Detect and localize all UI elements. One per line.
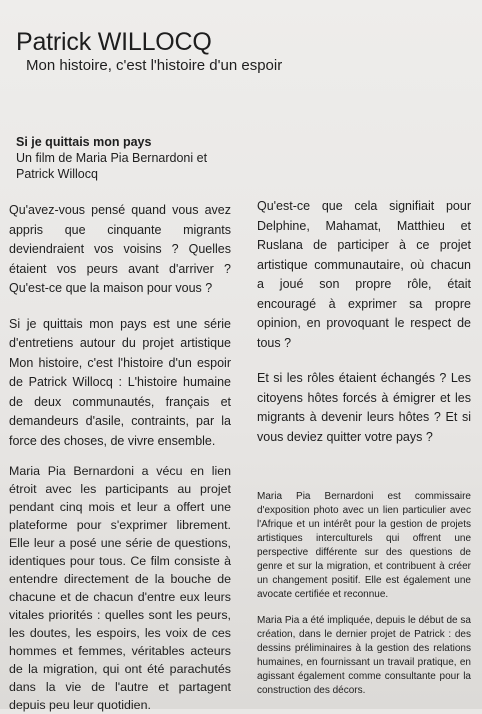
right-paragraph-roles: Et si les rôles étaient échangés ? Les citoyens hôtes forcés à émigrer et les migrants à devenir leurs hôtes ? Et si vous deviez quitter votre pays ? [257, 371, 471, 444]
film-title: Si je quittais mon pays [16, 135, 152, 149]
film-intro [16, 134, 236, 182]
curator-bio-paragraph-1: Maria Pia Bernardoni est commissaire d'exposition photo avec un lien particulier avec l'Afrique et un intérêt pour la gestion de projets artistiques interculturels qui offrent une perspective différente sur des questions de genre et sur la migration, et contribuent à créer un changement positif. Elle est également une avocate certifiée et reconnue. [257, 491, 471, 600]
right-column-text [257, 197, 471, 463]
exhibition-subtitle: Mon histoire, c'est l'histoire d'un espoir [26, 57, 283, 74]
film-credit-line-1: Un film de Maria Pia Bernardoni et [16, 151, 208, 165]
curator-bio-paragraph-2: Maria Pia a été impliquée, depuis le début de sa création, dans le dernier projet de Patrick : des dessins préliminaires à la gestion des relations humaines, en fournissant un travail pratique, en agissant également comme consultante pour la construction des décors. [257, 615, 471, 696]
film-credit-line-2: Patrick Willocq [16, 167, 98, 181]
panel-header [16, 28, 282, 75]
left-bottom-paragraph: Maria Pia Bernardoni a vécu en lien étroit avec les participants au projet pendant cinq mois et leur a offert une plateforme pour s'exprimer librement. Elle leur a posé une série de questions, identiques pour tous. Ce film consiste à entendre directement de la bouche de chacune et de chacun d'entre eux leurs vitales priorités : quelles sont les peurs, les doutes, les espoirs, les voix de ces hommes et femmes, véritables acteurs de la migration, qui ont été parachutés dans la vie de l'autre et partagent depuis peu leur quotidien. [9, 464, 231, 712]
curator-bio [257, 490, 471, 710]
left-paragraph-questions: Qu'avez-vous pensé quand vous avez appris que cinquante migrants deviendraient vos voisins ? Quelles étaient vos peurs avant d'arriver ? Qu'est-ce que la maison pour vous ? [9, 203, 231, 295]
left-paragraph-description: Si je quittais mon pays est une série d'entretiens autour du projet artistique Mon histoire, c'est l'histoire d'un espoir de Patrick Willocq : L'histoire humaine de deux communautés, français et demandeurs d'asile, contraints, par la force des choses, de vivre ensemble. [9, 316, 231, 448]
artist-name-title: Patrick WILLOCQ [16, 28, 212, 56]
left-bottom-text [9, 462, 231, 714]
right-paragraph-participants: Qu'est-ce que cela signifiait pour Delphine, Mahamat, Matthieu et Ruslana de participer à ce projet artistique communautaire, où chacun a joué son propre rôle, était encouragé à exprimer sa propre opinion, en provoquant le respect de tous ? [257, 199, 471, 350]
left-column-text [9, 201, 231, 467]
